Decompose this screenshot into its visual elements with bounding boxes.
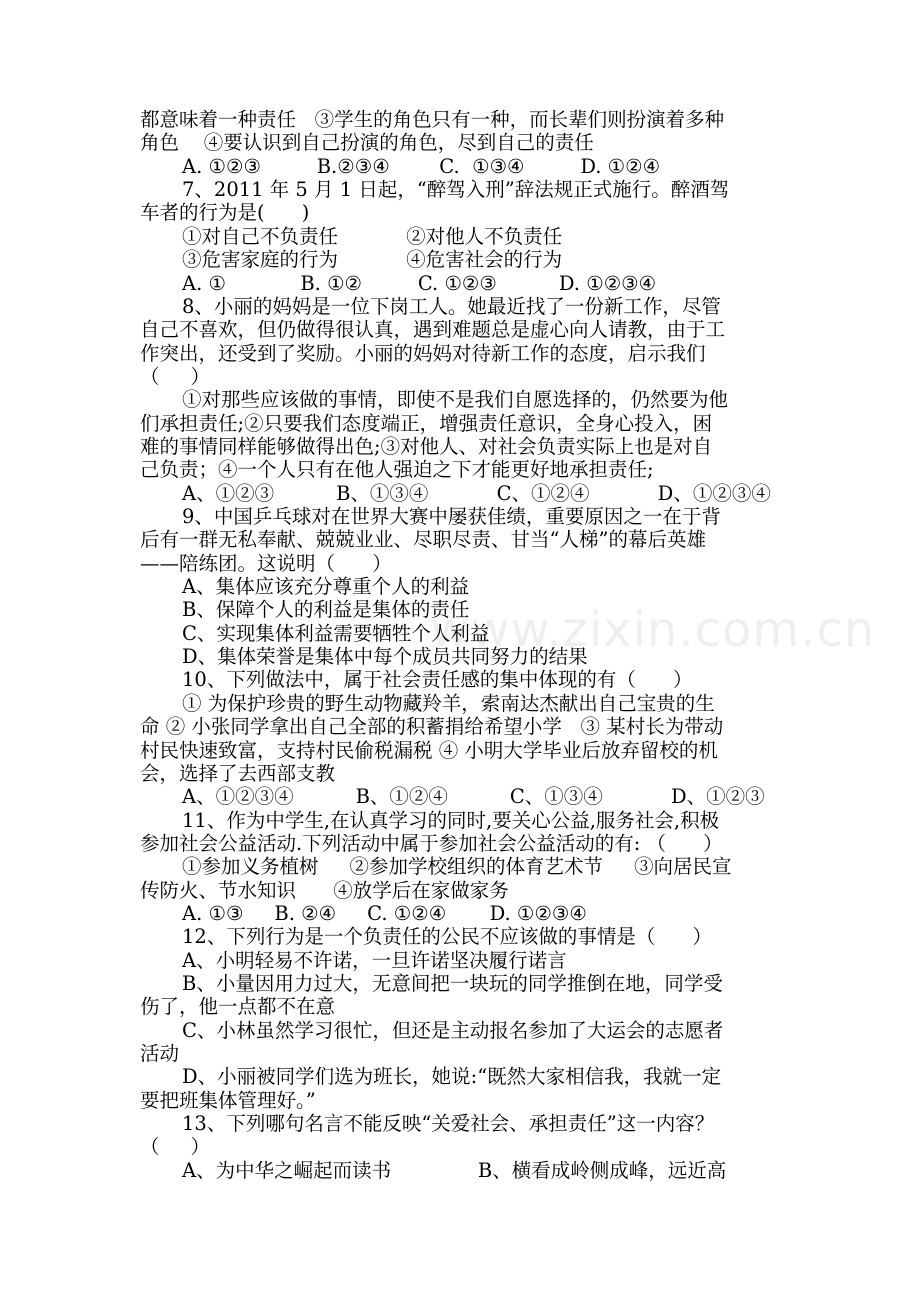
text-line: C、小林虽然学习很忙，但还是主动报名参加了大运会的志愿者 xyxy=(182,1018,724,1042)
text-line: 9、中国乒乓球对在世界大赛中屡获佳绩，重要原因之一在于背 xyxy=(182,505,721,528)
text-line: 车者的行为是( ) xyxy=(140,201,310,225)
text-line: ③危害家庭的行为 ④危害社会的行为 xyxy=(182,248,563,272)
text-line: 难的事情同样能够做得出色;③对他人、对社会负责实际上也是对自 xyxy=(140,434,713,458)
text-line: 作突出，还受到了奖励。小丽的妈妈对待新工作的态度，启示我们 xyxy=(140,341,706,365)
text-line: 传防火、节水知识 ④放学后在家做家务 xyxy=(140,878,509,902)
text-line: A. ①②③ B.②③④ C. ①③④ D. ①②④ xyxy=(182,154,661,178)
text-line: 们承担责任;②只要我们态度端正，增强责任意识，全身心投入，困 xyxy=(140,411,713,435)
text-line: 己负责；④一个人只有在他人强迫之下才能更好地承担责任; xyxy=(140,458,654,482)
text-line: 会，选择了去西部支教 xyxy=(140,761,336,785)
text-line: C、实现集体利益需要牺牲个人利益 xyxy=(182,621,490,645)
text-line: A、小明轻易不许诺，一旦许诺坚决履行诺言 xyxy=(182,948,567,972)
text-line: ①对自己不负责任 ②对他人不负责任 xyxy=(182,224,563,248)
text-line: A、①②③ B、①③④ C、①②④ D、①②③④ xyxy=(182,481,771,505)
text-line: ①参加义务植树 ②参加学校组织的体育艺术节 ③向居民宣 xyxy=(182,855,732,879)
text-line: 角色 ④要认识到自己扮演的角色，尽到自己的责任 xyxy=(140,131,594,155)
text-line: 10、下列做法中，属于社会责任感的集中体现的有（ ） xyxy=(182,668,693,692)
text-line: ①对那些应该做的事情，即使不是我们自愿选择的，仍然要为他 xyxy=(182,388,729,412)
text-line: B、保障个人的利益是集体的责任 xyxy=(182,598,470,622)
text-line: 村民快速致富，支持村民偷税漏税 ④ 小明大学毕业后放弃留校的机 xyxy=(140,738,718,762)
text-line: 要把班集体管理好。” xyxy=(140,1088,316,1112)
text-line: 11、作为中学生,在认真学习的同时,要关心公益,服务社会,积极 xyxy=(182,808,720,832)
text-line: 7、2011 年 5 月 1 日起，“醉驾入刑”辞法规正式施行。醉酒驾 xyxy=(182,178,730,202)
watermark: www.zixin.com.cn xyxy=(430,602,876,658)
text-line: A、为中华之崛起而读书 B、横看成岭侧成峰，远近高 xyxy=(182,1158,727,1182)
text-line: ① 为保护珍贵的野生动物藏羚羊，索南达杰献出自己宝贵的生 xyxy=(182,691,715,715)
text-line: A. ① B. ①② C. ①②③ D. ①②③④ xyxy=(182,271,657,295)
text-line: A、集体应该充分尊重个人的利益 xyxy=(182,575,470,598)
text-line: 参加社会公益活动.下列活动中属于参加社会公益活动的有: （ ） xyxy=(140,831,723,855)
text-line: B、小量因用力过大，无意间把一块玩的同学推倒在地，同学受 xyxy=(182,972,723,995)
text-line: 都意味着一种责任 ③学生的角色只有一种，而长辈们则扮演着多种 xyxy=(140,108,725,131)
text-line: 自己不喜欢，但仍做得很认真，遇到难题总是虚心向人请教，由于工 xyxy=(140,318,726,342)
text-line: 13、下列哪句名言不能反映“关爱社会、承担责任”这一内容？ xyxy=(182,1112,715,1136)
text-line: A、①②③④ B、①②④ C、①③④ D、①②③ xyxy=(182,785,765,809)
text-line: 后有一群无私奉献、兢兢业业、尽职尽责、甘当“人梯”的幕后英雄 xyxy=(140,528,706,552)
text-line: D、集体荣誉是集体中每个成员共同努力的结果 xyxy=(182,645,588,669)
text-line: 命 ② 小张同学拿出自己全部的积蓄捐给希望小学 ③ 某村长为带动 xyxy=(140,715,724,739)
text-line: 12、下列行为是一个负责任的公民不应该做的事情是（ ） xyxy=(182,925,713,949)
text-line: （ ） xyxy=(140,364,210,388)
text-line: （ ） xyxy=(140,1135,210,1159)
text-line: 8、小丽的妈妈是一位下岗工人。她最近找了一份新工作，尽管 xyxy=(182,294,721,318)
text-line: A. ①③ B. ②④ C. ①②④ D. ①②③④ xyxy=(182,901,587,925)
text-line: D、小丽被同学们选为班长，她说:“既然大家相信我，我就一定 xyxy=(182,1065,722,1089)
text-line: 活动 xyxy=(140,1042,180,1065)
text-line: ——陪练团。这说明（ ） xyxy=(140,551,392,575)
text-line: 伤了，他一点都不在意 xyxy=(140,995,336,1019)
